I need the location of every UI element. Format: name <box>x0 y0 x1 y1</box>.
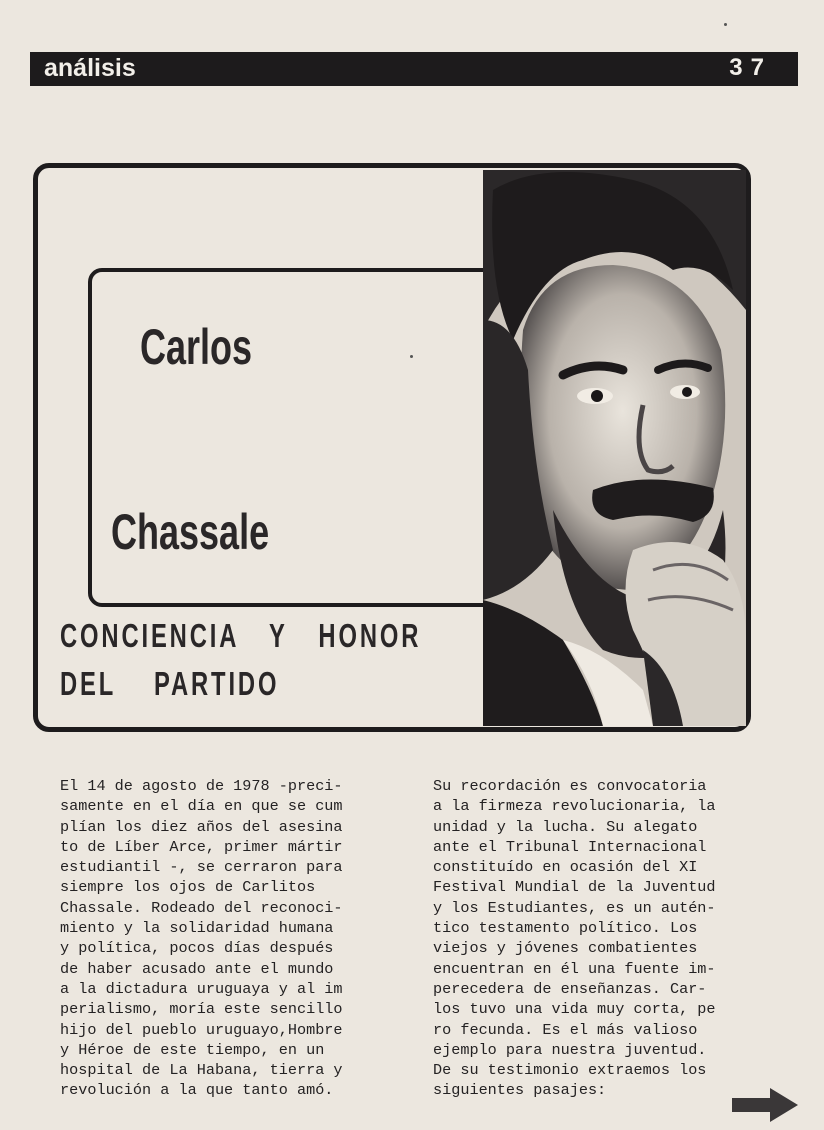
arrow-right-icon <box>730 1086 800 1124</box>
article-left-column: El 14 de agosto de 1978 -preci- samente en el día en que se cum plían los diez años del asesina to de Líber Arce, primer mártir estudiantil -, se cerraron para siempre los ojos de Carlitos Chassale. Rodeado del reconoci- miento y la solidaridad humana y política, pocos días después de haber acusado ante el mundo a la dictadura uruguaya y al im perialismo, moría este sencillo hijo del pueblo uruguayo,Hombre y Héroe de este tiempo, en un hospital de La Habana, tierra y revolución a la que tanto amó. <box>60 777 343 1100</box>
subtitle-line-2: DEL PARTIDO <box>60 665 280 702</box>
section-header-bar <box>30 52 798 86</box>
page-number: 37 <box>729 54 772 81</box>
first-name-heading: Carlos <box>140 319 253 375</box>
portrait-photo <box>483 170 746 726</box>
print-speck <box>724 23 727 26</box>
print-speck <box>410 355 413 358</box>
subtitle-line-1: CONCIENCIA Y HONOR <box>60 617 422 654</box>
article-right-column: Su recordación es convocatoria a la firmeza revolucionaria, la unidad y la lucha. Su alegato ante el Tribunal Internacional constituído en ocasión del XI Festival Mundial de la Juventud y los Estudiantes, es un autén- tico testamento político. Los viejos y jóvenes combatientes encuentran en él una fuente im- perecedera de enseñanzas. Car- los tuvo una vida muy corta, pe ro fecunda. Es el más valioso ejemplo para nuestra juventud. De su testimonio extraemos los siguientes pasajes: <box>433 777 716 1100</box>
last-name-heading: Chassale <box>111 504 270 560</box>
section-label: análisis <box>44 54 136 82</box>
